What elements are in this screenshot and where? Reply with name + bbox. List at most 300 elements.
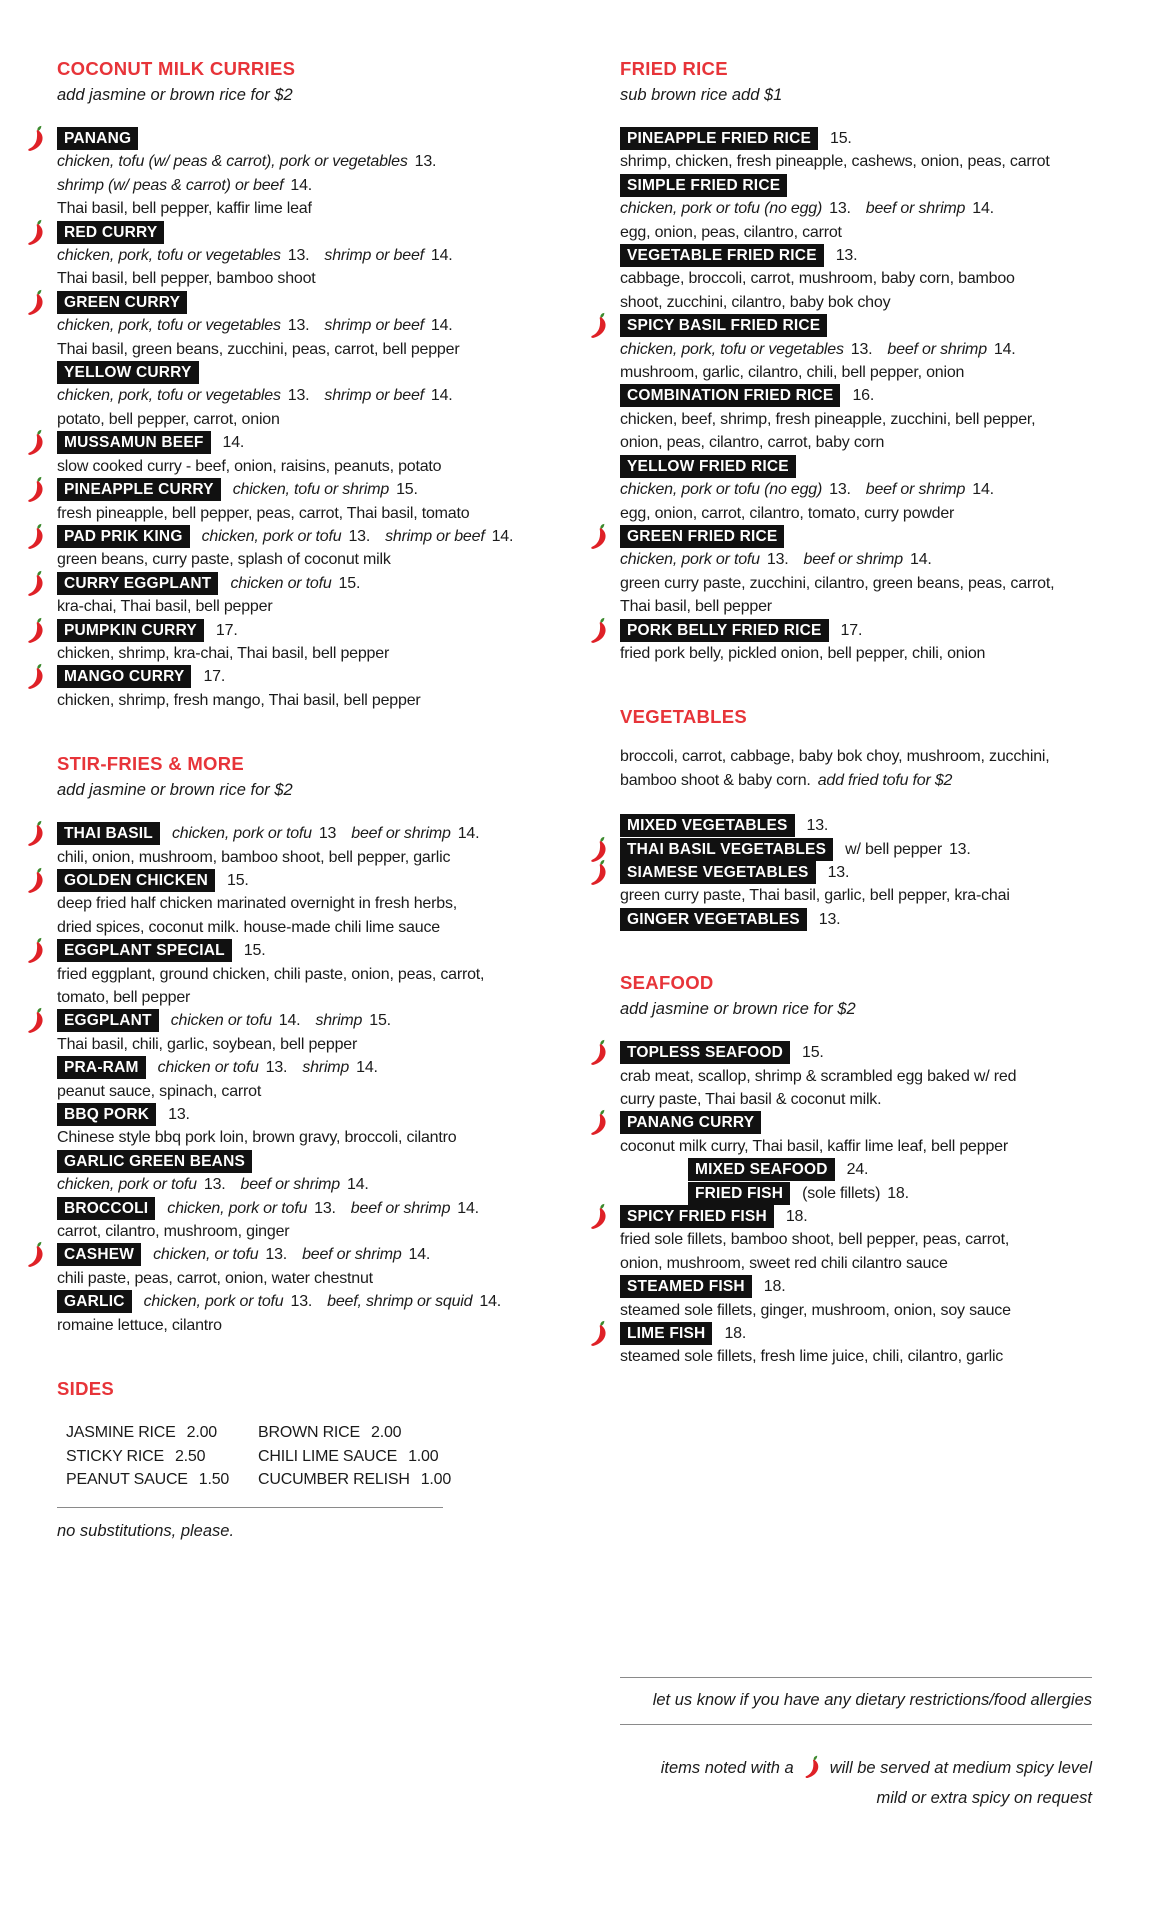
menu-line (57, 892, 493, 915)
menu-line (620, 908, 1092, 931)
price: 17. (203, 668, 226, 686)
options-price-text: shrimp (w/ peas & carrot) or beef (57, 176, 284, 194)
description-text: tomato, bell pepper (57, 989, 191, 1006)
description-text: fried eggplant, ground chicken, chili paste, onion, peas, carrot, (57, 965, 485, 983)
menu-line (688, 1158, 1092, 1181)
item-name-label: BBQ PORK (57, 1103, 156, 1126)
item-name-label: PANANG (57, 127, 138, 150)
options-price-text: chicken, pork or tofu (201, 527, 342, 545)
section-coconut-milk-curries (57, 57, 514, 712)
price: 13. (829, 200, 851, 218)
price: 15. (227, 871, 249, 889)
menu-item (620, 384, 1092, 454)
options-price-text: beef or shrimp (887, 340, 987, 358)
side-item-name: STICKY RICE (66, 1447, 164, 1465)
item-name-label: GREEN FRIED RICE (620, 525, 784, 548)
menu-line (57, 916, 493, 939)
description-text: w/ bell pepper (845, 840, 942, 858)
price: 13. (806, 817, 829, 835)
description-text: steamed sole fillets, fresh lime juice, chili, cilantro, garlic (620, 1348, 1004, 1366)
menu-line (57, 197, 493, 220)
menu-line (620, 884, 1092, 907)
section-items (57, 127, 514, 712)
sides-row (66, 1445, 493, 1468)
chili-icon (26, 289, 45, 316)
price: 13. (168, 1106, 190, 1124)
price: 14. (491, 527, 514, 545)
description-text: Thai basil, bell pepper, bamboo shoot (57, 270, 316, 288)
chili-icon-slot (794, 1759, 830, 1777)
item-name-label: TOPLESS SEAFOOD (620, 1041, 790, 1064)
menu-line (57, 689, 493, 712)
chili-icon (26, 570, 45, 597)
sides-row (66, 1421, 493, 1444)
section-subtitle: add jasmine or brown rice for $2 (57, 86, 293, 104)
item-name-label: PINEAPPLE FRIED RICE (620, 127, 818, 150)
menu-item (620, 525, 1092, 619)
item-name-label: FRIED FISH (688, 1182, 790, 1205)
description-text: Thai basil, bell pepper, kaffir lime leaf (57, 200, 312, 218)
price: 14. (993, 340, 1016, 358)
menu-line (620, 1345, 1092, 1368)
menu-line (57, 291, 493, 314)
menu-item (620, 1322, 1092, 1369)
right-column (620, 57, 1092, 1810)
item-name-label: SIMPLE FRIED RICE (620, 174, 787, 197)
price: 17. (215, 621, 238, 639)
menu-item (620, 619, 1092, 666)
chili-icon (26, 663, 45, 690)
description-text: romaine lettuce, cilantro (57, 1316, 222, 1334)
options-price-text: chicken or tofu (157, 1059, 259, 1077)
description-text: chicken, shrimp, fresh mango, Thai basil, bell pepper (57, 691, 421, 709)
menu-item (57, 1150, 493, 1197)
menu-item (57, 431, 493, 478)
menu-item (57, 1103, 493, 1150)
description-text: bamboo shoot & baby corn. (620, 771, 811, 789)
price: 18. (763, 1278, 786, 1296)
item-name-label: MIXED VEGETABLES (620, 814, 795, 837)
side-item-price: 1.00 (420, 1470, 452, 1488)
description-text: potato, bell pepper, carrot, onion (57, 410, 280, 428)
side-item-name: JASMINE RICE (66, 1424, 176, 1442)
price: 15. (338, 574, 361, 592)
item-name-label: PRA-RAM (57, 1056, 146, 1079)
menu-line (57, 338, 493, 361)
price: 13. (265, 1246, 288, 1264)
menu-line (57, 1080, 493, 1103)
options-price-text: chicken, pork or tofu (171, 825, 312, 843)
options-price-text: shrimp (315, 1012, 363, 1030)
price: 13. (314, 1199, 336, 1217)
price: 17. (840, 621, 863, 639)
menu-line (57, 846, 493, 869)
spicy-request-note: mild or extra spicy on request (876, 1788, 1092, 1807)
side-item-name: CUCUMBER RELISH (258, 1470, 410, 1488)
price: 15. (396, 481, 418, 499)
side-item-price: 2.50 (174, 1447, 206, 1465)
side-item (66, 1445, 258, 1468)
options-price-text: chicken, pork or tofu (143, 1293, 284, 1311)
options-price-text: shrimp or beef (324, 387, 424, 405)
options-price-text: chicken, tofu (w/ peas & carrot), pork or vegetables (57, 153, 408, 171)
price: 13 (318, 825, 337, 843)
menu-line (620, 455, 1092, 478)
description-text: shrimp, chicken, fresh pineapple, cashews, onion, peas, carrot (620, 153, 1050, 171)
menu-line (57, 408, 493, 431)
item-name-label: GARLIC (57, 1290, 132, 1313)
description-text: curry paste, Thai basil & coconut milk. (620, 1091, 882, 1108)
chili-icon (26, 937, 45, 964)
footer-notes (620, 1677, 1092, 1810)
item-name-label: MIXED SEAFOOD (688, 1158, 835, 1181)
side-item-price: 1.50 (198, 1470, 230, 1488)
price: 15. (369, 1012, 391, 1030)
menu-item (620, 1205, 1092, 1275)
menu-item (620, 455, 1092, 525)
menu-line (57, 478, 493, 501)
menu-line (57, 221, 493, 244)
item-name-label: YELLOW CURRY (57, 361, 199, 384)
price: 13. (818, 910, 841, 928)
description-text: Chinese style bbq pork loin, brown gravy, broccoli, cilantro (57, 1129, 457, 1147)
menu-line (620, 1252, 1092, 1275)
options-price-text: shrimp (302, 1059, 350, 1077)
item-name-label: GREEN CURRY (57, 291, 187, 314)
section-title: SIDES (57, 1378, 115, 1400)
side-item-price: 2.00 (371, 1424, 402, 1442)
chili-icon (589, 312, 608, 339)
menu-line (620, 267, 1092, 290)
item-name-label: CASHEW (57, 1243, 141, 1266)
menu-line (620, 338, 1092, 361)
price: 15. (243, 942, 266, 960)
chili-icon (26, 523, 45, 550)
menu-line (57, 502, 493, 525)
menu-item (57, 1056, 493, 1103)
section-title: VEGETABLES (620, 706, 748, 728)
menu-line (620, 595, 1092, 618)
price: 13. (414, 153, 437, 171)
description-text: slow cooked curry - beef, onion, raisins, peanuts, potato (57, 457, 442, 475)
price: 13. (766, 551, 789, 569)
menu-line (620, 1088, 1092, 1111)
menu-line (620, 745, 1092, 768)
side-item (258, 1445, 450, 1468)
options-price-text: shrimp or beef (385, 527, 485, 545)
menu-line (57, 1056, 493, 1079)
item-name-label: GINGER VEGETABLES (620, 908, 807, 931)
item-name-label: BROCCOLI (57, 1197, 155, 1220)
menu-item (57, 361, 493, 431)
description-text: onion, mushroom, sweet red chili cilantro sauce (620, 1254, 948, 1272)
description-text: fresh pineapple, bell pepper, peas, carrot, Thai basil, tomato (57, 504, 470, 522)
options-price-text: beef, shrimp or squid (327, 1293, 473, 1311)
menu-line (57, 361, 493, 384)
item-name-label: LIME FISH (620, 1322, 712, 1345)
side-item (66, 1468, 258, 1491)
options-price-text: chicken, pork, tofu or vegetables (57, 247, 281, 265)
description-text: crab meat, scallop, shrimp & scrambled egg baked w/ red (620, 1067, 1017, 1085)
chili-icon (589, 1039, 608, 1066)
right-sections (620, 57, 1092, 1369)
menu-line (620, 314, 1092, 337)
chili-icon (589, 1203, 608, 1230)
menu-line (57, 1103, 493, 1126)
price: 13. (287, 387, 310, 405)
menu-line (688, 1182, 1092, 1205)
chili-icon (26, 1241, 45, 1268)
options-price-text: beef or shrimp (865, 200, 966, 218)
item-name-label: PINEAPPLE CURRY (57, 478, 221, 501)
menu-line (620, 291, 1092, 314)
section-sides (57, 1377, 493, 1543)
price: 13. (290, 1293, 313, 1311)
description-text: chili paste, peas, carrot, onion, water chestnut (57, 1269, 373, 1287)
menu-item (57, 291, 493, 361)
description-text: chili, onion, mushroom, bamboo shoot, bell pepper, garlic (57, 848, 451, 866)
price: 14. (430, 317, 453, 335)
chili-icon (26, 820, 45, 847)
menu-line (620, 1205, 1092, 1228)
description-text: deep fried half chicken marinated overnight in fresh herbs, (57, 895, 457, 913)
menu-line (620, 127, 1092, 150)
side-item (258, 1421, 450, 1444)
price: 16. (852, 387, 875, 405)
chili-icon (26, 476, 45, 503)
menu-item (57, 619, 493, 666)
side-item-name: BROWN RICE (258, 1424, 361, 1442)
menu-line (57, 431, 493, 454)
item-name-label: SPICY BASIL FRIED RICE (620, 314, 827, 337)
price: 14. (430, 247, 453, 265)
spicy-level-note (620, 1755, 1092, 1780)
divider-line (620, 1677, 1092, 1678)
menu-line (620, 769, 1092, 792)
price: 14. (408, 1246, 431, 1264)
menu-line (620, 1041, 1092, 1064)
price: 14. (430, 387, 453, 405)
item-name-label: EGGPLANT (57, 1009, 159, 1032)
price: 13. (850, 340, 873, 358)
price: 14. (222, 434, 245, 452)
options-price-text: chicken, pork or tofu (620, 551, 760, 569)
side-item (258, 1468, 450, 1491)
options-price-text: beef or shrimp (240, 1176, 340, 1194)
options-price-text: beef or shrimp (351, 825, 451, 843)
price: 13. (827, 863, 850, 881)
menu-line (57, 384, 493, 407)
description-text: Thai basil, chili, garlic, soybean, bell pepper (57, 1035, 358, 1053)
menu-line (620, 1299, 1092, 1322)
menu-line (620, 197, 1092, 220)
options-price-text: chicken, pork or tofu (no egg) (620, 481, 823, 499)
section-title: STIR-FRIES & MORE (57, 753, 245, 775)
menu-item (620, 127, 1092, 174)
menu-item (57, 127, 493, 221)
item-name-label: RED CURRY (57, 221, 164, 244)
section-title: FRIED RICE (620, 58, 728, 79)
menu-line (620, 1275, 1092, 1298)
options-price-text: chicken or tofu (230, 574, 332, 592)
menu-line (57, 1009, 493, 1032)
item-name-label: STEAMED FISH (620, 1275, 752, 1298)
menu-item (620, 838, 1092, 861)
description-text: broccoli, carrot, cabbage, baby bok choy, mushroom, zucchini, (620, 748, 1050, 766)
chili-icon (804, 1755, 820, 1779)
item-name-label: SIAMESE VEGETABLES (620, 861, 816, 884)
description-text: (sole fillets) (802, 1184, 881, 1202)
chili-icon (26, 1007, 45, 1034)
menu-line (620, 1228, 1092, 1251)
side-item-name: PEANUT SAUCE (66, 1470, 188, 1488)
menu-line (620, 861, 1092, 884)
price: 14. (972, 200, 994, 218)
price: 14. (972, 481, 994, 499)
spicy-note-text-before: items noted with a (660, 1758, 794, 1777)
menu-item (620, 174, 1092, 244)
price: 15. (802, 1044, 824, 1062)
chili-icon (589, 1320, 608, 1347)
menu-item (620, 908, 1092, 931)
section-seafood (620, 971, 1092, 1369)
price: 13. (287, 247, 310, 265)
description-text: egg, onion, carrot, cilantro, tomato, curry powder (620, 504, 955, 522)
price: 24. (846, 1161, 869, 1179)
options-price-text: add fried tofu for $2 (817, 771, 953, 789)
no-substitutions-note: no substitutions, please. (57, 1522, 235, 1541)
left-column (57, 57, 514, 1583)
section-items (620, 127, 1092, 665)
item-name-label: GARLIC GREEN BEANS (57, 1150, 252, 1173)
options-price-text: chicken, or tofu (153, 1246, 259, 1264)
options-price-text: beef or shrimp (350, 1199, 451, 1217)
price: 13. (948, 840, 971, 858)
item-name-label: THAI BASIL VEGETABLES (620, 838, 833, 861)
menu-line (620, 572, 1092, 595)
description-text: fried sole fillets, bamboo shoot, bell pepper, peas, carrot, (620, 1231, 1010, 1249)
menu-line (57, 986, 493, 1009)
price: 18. (785, 1208, 808, 1226)
menu-line (620, 1135, 1092, 1158)
menu-line (57, 595, 493, 618)
description-text: fried pork belly, pickled onion, bell pepper, chili, onion (620, 644, 986, 662)
chili-icon (26, 219, 45, 246)
description-text: Thai basil, green beans, zucchini, peas, carrot, bell pepper (57, 340, 460, 358)
item-name-label: PANANG CURRY (620, 1111, 761, 1134)
menu-item (620, 1041, 1092, 1111)
menu-line (57, 1220, 493, 1243)
sides-row (66, 1468, 493, 1491)
description-text: steamed sole fillets, ginger, mushroom, onion, soy sauce (620, 1301, 1011, 1319)
menu-item (620, 861, 1092, 908)
menu-line (620, 361, 1092, 384)
item-name-label: COMBINATION FRIED RICE (620, 384, 840, 407)
menu-line (620, 174, 1092, 197)
side-item-price: 1.00 (408, 1447, 439, 1465)
menu-line (620, 1322, 1092, 1345)
menu-item (57, 1197, 493, 1244)
options-price-text: chicken or tofu (170, 1012, 272, 1030)
menu-item (57, 1009, 493, 1056)
chili-icon (26, 867, 45, 894)
menu-item (57, 1243, 493, 1290)
description-text: green curry paste, Thai basil, garlic, bell pepper, kra-chai (620, 887, 1010, 905)
menu-line (57, 1267, 493, 1290)
menu-line (57, 267, 493, 290)
item-name-label: PORK BELLY FRIED RICE (620, 619, 829, 642)
item-name-label: THAI BASIL (57, 822, 160, 845)
menu-line (57, 619, 493, 642)
menu-line (620, 431, 1092, 454)
menu-line (620, 221, 1092, 244)
price: 14. (479, 1293, 502, 1311)
menu-item (620, 1275, 1092, 1322)
section-items (620, 814, 1092, 931)
menu-line (620, 1065, 1092, 1088)
section-items (620, 1041, 1092, 1369)
price: 14. (910, 551, 932, 569)
section-stir-fries-more (57, 752, 502, 1337)
chili-icon (26, 429, 45, 456)
chili-icon (589, 1109, 608, 1136)
description-text: peanut sauce, spinach, carrot (57, 1082, 262, 1100)
description-text: Thai basil, bell pepper (620, 598, 772, 616)
menu-line (620, 384, 1092, 407)
menu-line (620, 814, 1092, 837)
description-text: dried spices, coconut milk. house-made chili lime sauce (57, 918, 440, 936)
item-name-label: MUSSAMUN BEEF (57, 431, 211, 454)
price: 13. (348, 527, 371, 545)
menu-line (57, 244, 493, 267)
menu-item (57, 221, 493, 291)
menu-line (57, 455, 493, 478)
menu-line (57, 939, 493, 962)
menu-line (57, 642, 493, 665)
menu-line (57, 963, 493, 986)
divider-line (57, 1507, 443, 1508)
menu-item (57, 478, 493, 525)
description-text: green beans, curry paste, splash of coconut milk (57, 551, 391, 569)
price: 14. (290, 176, 313, 194)
price: 18. (724, 1325, 747, 1343)
menu-item (57, 665, 493, 712)
menu-line (57, 1033, 493, 1056)
options-price-text: beef or shrimp (803, 551, 903, 569)
menu-line (620, 548, 1092, 571)
price: 18. (887, 1184, 909, 1202)
menu-line (57, 150, 493, 173)
price: 13. (265, 1059, 288, 1077)
menu-item (620, 244, 1092, 314)
item-name-label: CURRY EGGPLANT (57, 572, 218, 595)
options-price-text: chicken, pork, tofu or vegetables (620, 340, 844, 358)
menu-line (620, 478, 1092, 501)
description-text: coconut milk curry, Thai basil, kaffir lime leaf, bell pepper (620, 1137, 1008, 1155)
description-text: onion, peas, cilantro, carrot, baby corn (620, 434, 885, 452)
item-name-label: PUMPKIN CURRY (57, 619, 204, 642)
chili-icon (26, 617, 45, 644)
menu-line (57, 1314, 493, 1337)
menu-line (57, 525, 514, 548)
menu-line (620, 408, 1092, 431)
menu-line (57, 1126, 493, 1149)
side-item (66, 1421, 258, 1444)
options-price-text: beef or shrimp (865, 481, 966, 499)
section-vegetables (620, 705, 1092, 931)
menu-line (57, 1290, 502, 1313)
description-text: mushroom, garlic, cilantro, chili, bell pepper, onion (620, 364, 965, 382)
